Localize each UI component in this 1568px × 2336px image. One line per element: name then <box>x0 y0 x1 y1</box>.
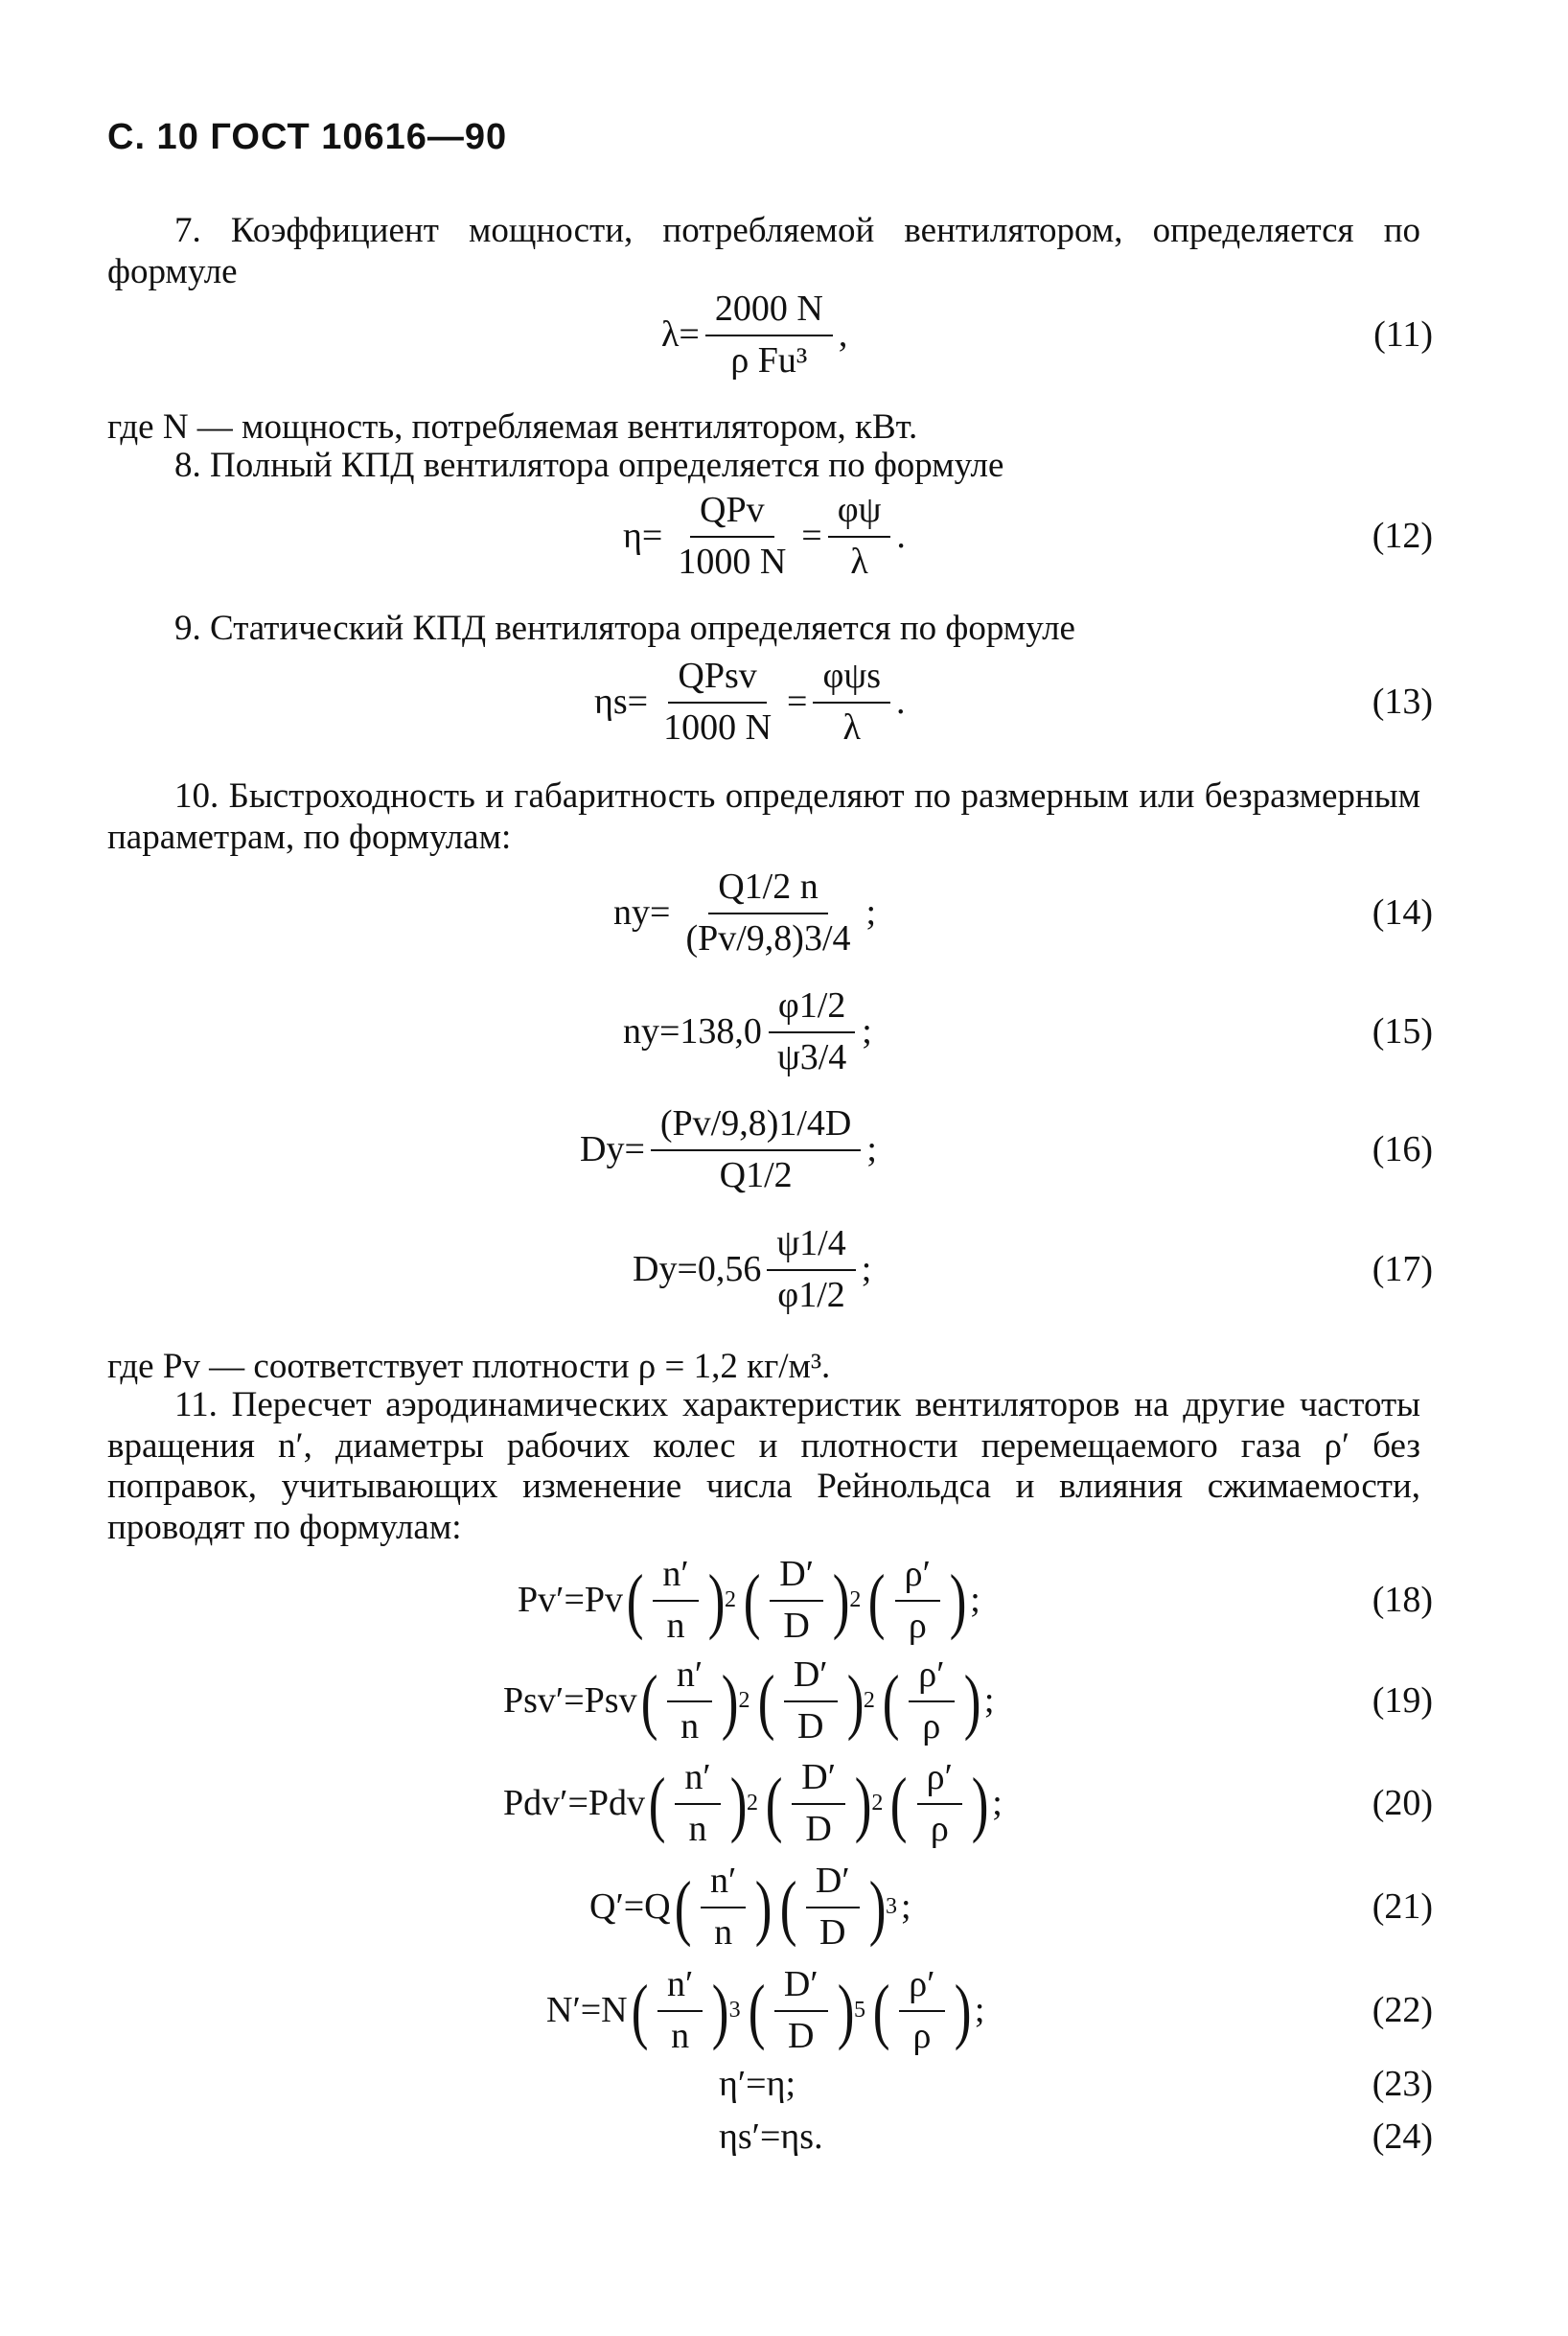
formula-12-number: (12) <box>1372 516 1433 556</box>
formula-24-text: ηs′=ηs. <box>719 2116 823 2157</box>
formula-23-text: η′=η; <box>719 2064 796 2104</box>
ratio-n-den: n <box>714 1912 733 1953</box>
formula-13-num2: φψs <box>813 656 890 704</box>
formula-14-tail: ; <box>865 892 877 934</box>
ratio-d-den: D <box>797 1706 824 1746</box>
paragraph-11: 11. Пересчет аэродинамических характеристик вентиляторов на другие частоты вращения n′, диаметры рабочих колес и плотности перемещаемого газа ρ′ без поправок, учитывающих изменение числа Рейнольдса и влияния сжимаемости, проводят по формулам: <box>107 1385 1420 1547</box>
ratio-r-den: ρ <box>922 1706 941 1746</box>
where-pv-text: где Pv — соответствует плотности ρ = 1,2 кг/м³. <box>107 1347 831 1386</box>
formula-17-number: (17) <box>1372 1249 1433 1289</box>
where-n-text: где N — мощность, потребляемая вентилятором, кВт. <box>107 407 918 447</box>
ratio-r-den: ρ <box>912 2016 932 2056</box>
formula-12-tail: . <box>896 516 906 557</box>
formula-16-denominator: Q1/2 <box>719 1155 793 1195</box>
formula-22-tail: ; <box>974 1990 985 2031</box>
formula-11-denominator: ρ Fu³ <box>730 340 808 381</box>
formula-19-number: (19) <box>1372 1680 1433 1721</box>
formula-11-number: (11) <box>1373 314 1433 355</box>
exponent: 2 <box>724 1587 736 1613</box>
formula-15-tail: ; <box>862 1011 872 1052</box>
formula-15-number: (15) <box>1372 1011 1433 1052</box>
ratio-d-den: D <box>805 1809 832 1849</box>
exponent: 5 <box>853 1998 865 2024</box>
ratio-r-den: ρ <box>908 1606 927 1646</box>
formula-14-denominator: (Pv/9,8)3/4 <box>685 918 851 959</box>
formula-17-tail: ; <box>861 1249 872 1290</box>
formula-12-num1: QPv <box>690 490 774 538</box>
ratio-r-num: ρ′ <box>895 1554 940 1602</box>
formula-18-tail: ; <box>970 1580 980 1621</box>
formula-22-lhs: N′=N <box>546 1990 628 2031</box>
formula-13-number: (13) <box>1372 682 1433 722</box>
ratio-d-num: D′ <box>792 1757 845 1805</box>
formula-16-tail: ; <box>866 1129 877 1170</box>
ratio-r-num: ρ′ <box>917 1757 962 1805</box>
formula-11-lhs: λ= <box>661 314 700 356</box>
formula-23-number: (23) <box>1372 2064 1433 2104</box>
ratio-r-num: ρ′ <box>909 1654 954 1702</box>
formula-12-lhs: η= <box>623 516 663 557</box>
exponent: 2 <box>863 1688 875 1714</box>
formula-18-number: (18) <box>1372 1580 1433 1620</box>
formula-18-lhs: Pv′=Pv <box>518 1580 624 1621</box>
exponent: 2 <box>871 1791 884 1816</box>
formula-13-num1: QPsv <box>668 656 766 704</box>
formula-15-denominator: ψ3/4 <box>776 1037 847 1077</box>
formula-21-tail: ; <box>900 1886 911 1928</box>
formula-21-lhs: Q′=Q <box>589 1886 671 1928</box>
formula-14-numerator: Q1/2 n <box>708 867 828 914</box>
formula-16-number: (16) <box>1372 1129 1433 1169</box>
ratio-d-num: D′ <box>784 1654 838 1702</box>
exponent: 2 <box>849 1587 862 1613</box>
formula-14-number: (14) <box>1372 892 1433 933</box>
formula-14-lhs: ny= <box>613 892 671 934</box>
formula-13-den1: 1000 N <box>663 707 772 748</box>
formula-13-tail: . <box>896 682 906 723</box>
formula-13-den2: λ <box>842 707 861 748</box>
ratio-d-num: D′ <box>774 1964 828 2012</box>
formula-11-tail: , <box>838 314 848 356</box>
formula-19-lhs: Psv′=Psv <box>503 1680 637 1722</box>
ratio-d-num: D′ <box>806 1861 860 1908</box>
ratio-r-num: ρ′ <box>899 1964 944 2012</box>
paragraph-7: 7. Коэффициент мощности, потребляемой вентилятором, определяется по формуле <box>107 211 1420 291</box>
ratio-n-num: n′ <box>675 1757 720 1805</box>
formula-12-num2: φψ <box>828 490 891 538</box>
formula-15-numerator: φ1/2 <box>769 985 856 1033</box>
formula-15-lhs: ny=138,0 <box>623 1011 762 1052</box>
formula-20-number: (20) <box>1372 1783 1433 1823</box>
formula-22-number: (22) <box>1372 1990 1433 2030</box>
paragraph-9: 9. Статический КПД вентилятора определяется по формуле <box>174 609 1075 648</box>
formula-17-lhs: Dy=0,56 <box>633 1249 762 1290</box>
ratio-n-num: n′ <box>701 1861 746 1908</box>
exponent: 3 <box>728 1998 741 2024</box>
formula-19-tail: ; <box>983 1680 995 1722</box>
ratio-d-den: D <box>783 1606 810 1646</box>
paragraph-10: 10. Быстроходность и габаритность определяют по размерным или безразмерным параметрам, по формулам: <box>107 776 1420 857</box>
formula-21-number: (21) <box>1372 1886 1433 1927</box>
page-header: С. 10 ГОСТ 10616—90 <box>107 117 508 157</box>
exponent: 2 <box>738 1688 750 1714</box>
formula-16-numerator: (Pv/9,8)1/4D <box>651 1103 862 1151</box>
ratio-n-num: n′ <box>667 1654 712 1702</box>
ratio-n-num: n′ <box>657 1964 703 2012</box>
ratio-r-den: ρ <box>930 1809 949 1849</box>
formula-20-tail: ; <box>992 1783 1003 1824</box>
formula-12-den2: λ <box>850 542 868 582</box>
ratio-n-den: n <box>680 1706 700 1746</box>
ratio-d-num: D′ <box>770 1554 823 1602</box>
formula-16-lhs: Dy= <box>580 1129 645 1170</box>
paragraph-8: 8. Полный КПД вентилятора определяется по формуле <box>174 446 1004 485</box>
ratio-d-den: D <box>788 2016 815 2056</box>
ratio-d-den: D <box>819 1912 846 1953</box>
formula-20-lhs: Pdv′=Pdv <box>503 1783 646 1824</box>
exponent: 2 <box>746 1791 758 1816</box>
exponent: 3 <box>885 1894 897 1920</box>
ratio-n-num: n′ <box>653 1554 698 1602</box>
formula-13-lhs: ηs= <box>594 682 649 723</box>
ratio-n-den: n <box>666 1606 685 1646</box>
ratio-n-den: n <box>671 2016 690 2056</box>
formula-24-number: (24) <box>1372 2116 1433 2157</box>
formula-12-den1: 1000 N <box>678 542 787 582</box>
formula-17-numerator: ψ1/4 <box>767 1223 855 1271</box>
ratio-n-den: n <box>688 1809 707 1849</box>
formula-17-denominator: φ1/2 <box>777 1275 845 1315</box>
formula-11-numerator: 2000 N <box>705 289 833 336</box>
